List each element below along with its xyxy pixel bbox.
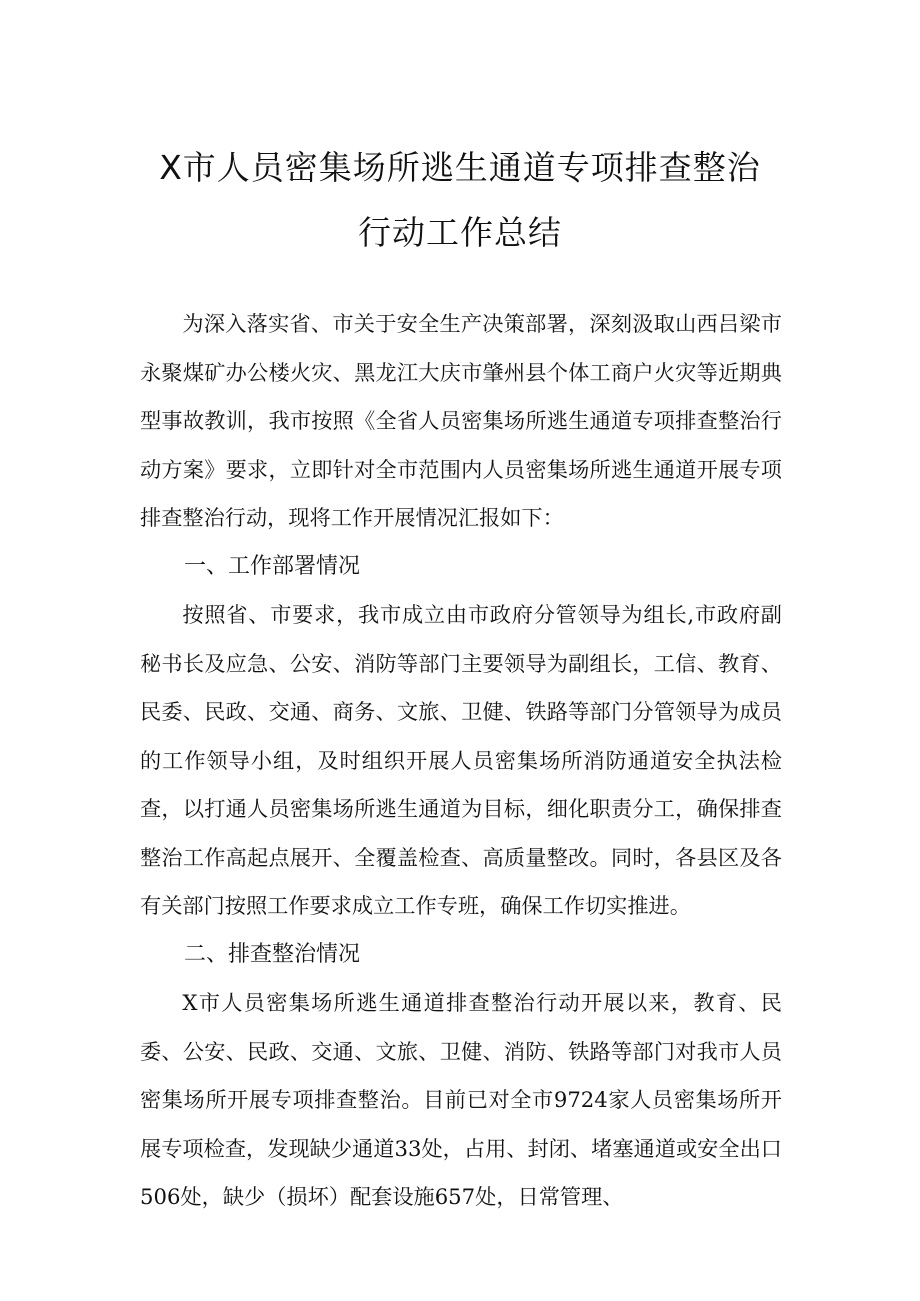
- document-title-line-2: 行动工作总结: [358, 213, 562, 252]
- section-1-paragraph: 按照省、市要求，我市成立由市政府分管领导为组长,市政府副秘书长及应急、公安、消防等部门主要领导为副组长，工信、教育、民委、民政、交通、商务、文旅、卫健、铁路等部门分管领导为成员的工作领导小组，及时组织开展人员密集场所消防通道安全执法检查，以打通人员密集场所逃生通道为目标，细化职责分工，确保排查整治工作高起点展开、全覆盖检查、高质量整改。同时，各县区及各有关部门按照工作要求成立工作专班，确保工作切实推进。: [140, 602, 782, 918]
- intro-paragraph: 为深入落实省、市关于安全生产决策部署，深刻汲取山西吕梁市永聚煤矿办公楼火灾、黑龙江大庆市肇州县个体工商户火灾等近期典型事故教训，我市按照《全省人员密集场所逃生通道专项排查整治行动方案》要求，立即针对全市范围内人员密集场所逃生通道开展专项排查整治行动，现将工作开展情况汇报如下：: [140, 311, 782, 530]
- document-body: [140, 300, 782, 1222]
- section-1-heading: 一、工作部署情况: [184, 553, 361, 579]
- section-2-heading: 二、排查整治情况: [184, 941, 361, 967]
- document-title-line-1: X市人员密集场所逃生通道专项排查整治: [159, 148, 761, 187]
- section-2-paragraph: X市人员密集场所逃生通道排查整治行动开展以来，教育、民委、公安、民政、交通、文旅、卫健、消防、铁路等部门对我市人员密集场所开展专项排查整治。目前已对全市9724家人员密集场所开展专项检查，发现缺少通道33处，占用、封闭、堵塞通道或安全出口506处，缺少（损坏）配套设施657处，日常管理、: [140, 990, 782, 1209]
